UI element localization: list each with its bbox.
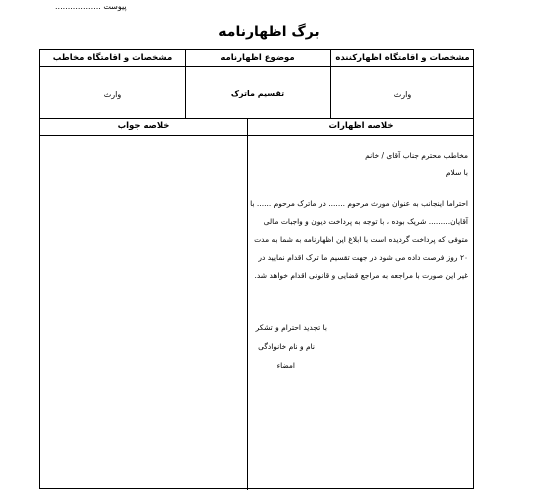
letter-name: نام و نام خانوادگی — [258, 342, 315, 351]
letter-closing: با تجدید احترام و تشکر — [255, 323, 327, 332]
attachment-line: پیوست .................. — [55, 2, 127, 11]
letter-line: غیر این صورت با مراجعه به مراجع قضایی و قانونی اقدام خواهد شد. — [254, 271, 468, 280]
reply-header: خلاصه جواب — [117, 121, 170, 131]
letter-line: آقایان......... شریک بوده ، با توجه به پرداخت دیون و واجبات مالی — [263, 217, 468, 226]
info-divider — [40, 118, 473, 119]
declaration-form — [39, 49, 474, 489]
section-divider — [40, 135, 473, 136]
letter-line: احتراما اینجانب به عنوان مورث مرحوم ....... در ماترک مرحوم ...... با — [250, 199, 468, 208]
letter-signature: امضاء — [276, 361, 295, 370]
recipient-header: مشخصات و اقامتگاه مخاطب — [52, 53, 173, 63]
letter-line: متوفی که پرداخت گردیده است با ابلاغ این اظهارنامه به شما به مدت — [254, 235, 468, 244]
form-title: برگ اظهارنامه — [218, 24, 320, 40]
section-col-divider — [247, 118, 248, 490]
sender-value: وارث — [393, 90, 412, 99]
letter-addressee: مخاطب محترم جناب آقای / خانم — [365, 151, 468, 160]
subject-value: تقسیم ماترک — [230, 89, 285, 98]
subject-header: موضوع اظهارنامه — [220, 53, 295, 63]
sender-header: مشخصات و اقامتگاه اظهارکننده — [335, 53, 470, 63]
statements-header: خلاصه اظهارات — [328, 121, 394, 131]
recipient-value: وارث — [103, 90, 122, 99]
header-divider — [40, 66, 473, 67]
letter-greeting: با سلام — [445, 168, 468, 177]
letter-line: ۲۰ روز فرصت داده می شود در جهت تقسیم ما ترک اقدام نمایید در — [258, 253, 468, 262]
